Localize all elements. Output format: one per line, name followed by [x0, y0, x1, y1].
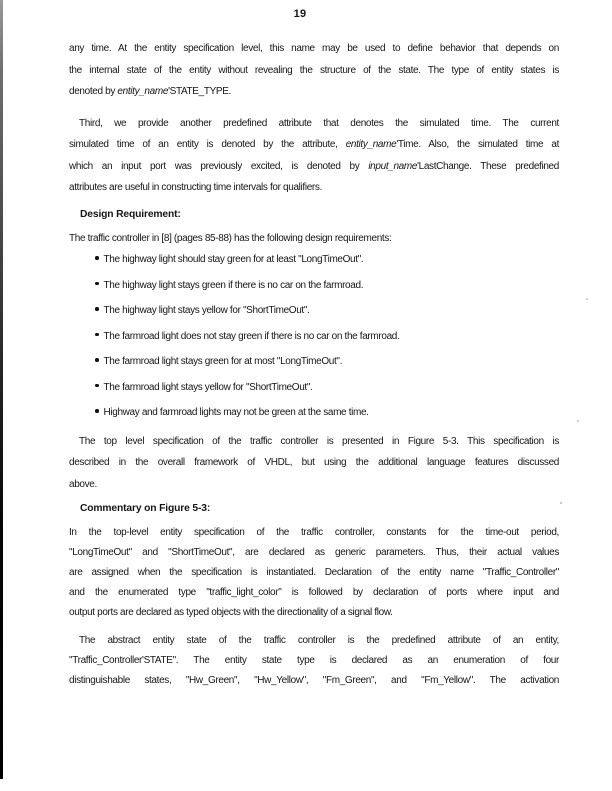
paragraph — [69, 431, 559, 496]
bullet-item — [95, 351, 559, 373]
document-body — [69, 38, 559, 691]
bullet-icon — [95, 282, 99, 286]
paragraph — [69, 631, 559, 691]
text-run: "LongTimeOut" and "ShortTimeOut", are declared as generic parameters. Thus, their actual values — [69, 547, 559, 558]
text-line — [69, 603, 559, 623]
text-line — [69, 156, 559, 178]
text-line — [69, 60, 559, 82]
section-heading: Design Requirement: — [80, 208, 181, 220]
text-run: attributes are useful in constructing time intervals for qualifiers. — [69, 182, 322, 193]
text-run: The top level specification of the traffic controller is presented in Figure 5-3. This specification is — [79, 435, 559, 447]
text-line — [69, 474, 559, 496]
scan-edge-artifact — [0, 0, 3, 779]
text-run: The traffic controller in [8] (pages 85-88) has the following design requirements: — [69, 232, 392, 244]
bullet-text: The highway light stays yellow for "ShortTimeOut". — [103, 305, 310, 316]
text-run: above. — [69, 478, 97, 490]
text-run: 'Time. Also, the simulated time at — [396, 139, 559, 150]
paragraph — [69, 228, 559, 250]
bullet-icon — [95, 333, 99, 337]
text-line — [69, 583, 559, 603]
text-line — [69, 134, 559, 156]
page-number: 19 — [293, 8, 307, 20]
paragraph — [69, 113, 559, 199]
text-run: In the top-level entity specification of the traffic controller, constants for the time-out period, — [69, 527, 559, 538]
text-run: simulated time of an entity is denoted by the attribute, — [69, 139, 346, 150]
text-line — [69, 563, 559, 583]
scan-speck — [560, 502, 562, 504]
text-line — [69, 38, 559, 60]
text-line — [69, 431, 559, 453]
text-line — [69, 113, 559, 135]
text-line — [69, 523, 559, 543]
section-heading: Commentary on Figure 5-3: — [80, 503, 211, 514]
bullet-item — [95, 402, 559, 424]
page-content — [69, 0, 559, 691]
bullet-text: The farmroad light does not stay green if there is no car on the farmroad. — [103, 330, 400, 342]
text-run: input_name — [368, 160, 418, 172]
bullet-text: The highway light should stay green for at least "LongTimeOut". — [103, 254, 364, 265]
bullet-icon — [95, 384, 99, 388]
text-run: are assigned when the specification is instantiated. Declaration of the entity name "Traffic_Controller" — [69, 567, 559, 578]
bullet-list — [69, 249, 559, 424]
bullet-item — [95, 326, 559, 348]
text-run: described in the overall framework of VHDL, but using the additional language features discussed — [69, 457, 559, 468]
bullet-icon — [95, 358, 99, 362]
text-line — [69, 631, 559, 651]
text-run: 'STATE_TYPE. — [168, 86, 231, 97]
bullet-icon — [95, 307, 99, 311]
bullet-text: The farmroad light stays green for at most "LongTimeOut". — [103, 356, 343, 367]
text-line — [69, 177, 559, 199]
text-run: which an input port was previously excited, is denoted by — [69, 160, 369, 172]
scan-speck — [586, 298, 588, 300]
bullet-text: The farmroad light stays yellow for "ShortTimeOut". — [103, 381, 313, 393]
bullet-item — [95, 249, 559, 271]
text-run: Third, we provide another predefined attribute that denotes the simulated time. The current — [79, 117, 559, 129]
text-run: and the enumerated type "traffic_light_color" is followed by declaration of ports where input and — [69, 587, 559, 598]
text-run: the internal state of the entity without revealing the structure of the state. The type of entity states is — [69, 64, 559, 76]
paragraph — [69, 38, 559, 103]
text-line — [69, 452, 559, 474]
bullet-item — [95, 275, 559, 297]
bullet-text: The highway light stays green if there is no car on the farmroad. — [103, 279, 364, 291]
bullet-item — [95, 300, 559, 322]
text-run: distinguishable states, "Hw_Green", "Hw_Yellow", "Fm_Green", and "Fm_Yellow". The activation — [69, 675, 559, 686]
text-run: entity_name — [117, 86, 169, 97]
bullet-text: Highway and farmroad lights may not be green at the same time. — [103, 407, 369, 418]
scan-speck — [577, 420, 579, 422]
text-run: "Traffic_Controller'STATE". The entity state type is declared as an enumeration of four — [69, 655, 559, 666]
text-run: 'LastChange. These predefined — [417, 160, 559, 172]
text-run: entity_name — [345, 139, 397, 150]
text-line — [69, 81, 559, 103]
text-run: output ports are declared as typed objects with the directionality of a signal flow. — [69, 607, 393, 618]
text-run: The abstract entity state of the traffic controller is the predefined attribute of an entity, — [79, 635, 559, 646]
text-line — [69, 651, 559, 671]
paragraph — [69, 523, 559, 623]
bullet-item — [95, 377, 559, 399]
text-line — [69, 543, 559, 563]
text-line — [69, 228, 559, 250]
text-run: denoted by — [69, 86, 118, 97]
text-run: any time. At the entity specification level, this name may be used to define behavior that depends on — [69, 43, 559, 54]
text-line — [69, 671, 559, 691]
bullet-icon — [95, 256, 99, 260]
bullet-icon — [95, 409, 99, 413]
